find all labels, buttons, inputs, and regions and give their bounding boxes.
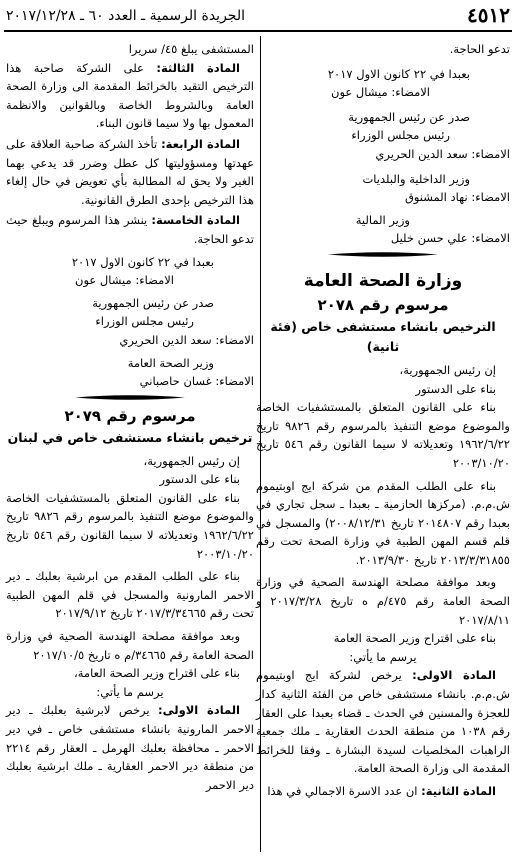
signature-line: الامضاء: ميشال عون	[331, 85, 430, 100]
article-label: المادة الاولى:	[412, 668, 496, 683]
text-line: تدعو الحاجة.	[449, 42, 510, 56]
article-4	[6, 135, 254, 209]
article-text: يرخص لشركة ايج اوبتيموم ش.م.م. بانشاء مستشفى خاص من الفئة الثانية كدار للعجزة والمسنين في الحدث ـ قضاء بعبدا على العقار رقم ١٠٣٨ من منطقة الحدث العقارية ـ ملك جمعية الراهبات المخلصيات لسيدة البشارة ـ وفقا للخرائط المقدمة الى وزارة الصحة العامة.	[256, 668, 510, 776]
paragraph: بناء على القانون المتعلق بالمستشفيات الخاصة والموضوع موضع التنفيذ بالمرسوم رقم ٩٨٢٦ تاريخ ١٩٦٢/٦/٢٢ وتعديلاته لا سيما القانون رقم ٥٤٦ تاريخ ٢٠٠٣/١٠/٢٠	[6, 490, 254, 561]
paragraph: بناء على القانون المتعلق بالمستشفيات الخاصة والموضوع موضع التنفيذ بالمرسوم رقم ٩٨٢٦ تاريخ ١٩٦٢/٦/٢٢ وتعديلاته لا سيما القانون رقم ٥٤٦ تاريخ ٢٠٠٣/١٠/٢٠	[256, 400, 510, 470]
article-2	[256, 782, 510, 801]
article-5	[6, 211, 254, 248]
role-line: وزير الداخلية والبلديات	[362, 171, 470, 186]
separator-ornament	[328, 250, 438, 259]
text-line: المستشفى يبلغ ٤٥/ سريرا	[128, 42, 254, 56]
section-title: وزارة الصحة العامة	[303, 270, 463, 291]
paragraph: بناء على الطلب المقدم من ابرشية بعلبك ـ دير الاحمر المارونية والمسجل في قلم المهن الطبية تحت رقم ٢٠١٧/٣/٣٤٦٦٥ تاريخ ٢٠١٧/٩/١٢	[6, 569, 254, 621]
decree-number: مرسوم رقم ٢٠٧٨	[317, 295, 449, 314]
paragraph: وبعد موافقة مصلحة الهندسة الصحية في وزارة الصحة العامة رقم ٤٧٥/م ه تاريخ ٢٠١٧/٣/٢٨ و ٢٠١٧/٨/١١	[256, 575, 510, 627]
role-line: وزير المالية	[355, 212, 410, 227]
page-header	[0, 0, 516, 30]
article-label: المادة الثالثة:	[156, 60, 240, 75]
article-label: المادة الاولى:	[158, 703, 240, 718]
article-text: ان عدد الاسرة الاجمالي في هذا	[267, 784, 422, 798]
date-line: بعبدا في ٢٢ كانون الاول ٢٠١٧	[327, 66, 470, 81]
article-text: ينشر هذا المرسوم ويبلغ حيث تدعو الحاجة.	[6, 213, 254, 246]
article-1	[256, 666, 510, 778]
decree-number: مرسوم رقم ٢٠٧٩	[64, 406, 196, 425]
issuer-line: صدر عن رئيس الجمهورية	[348, 109, 470, 124]
text-line: بناء على اقتراح وزير الصحة العامة،	[74, 666, 240, 681]
signature-line: الامضاء: علي حسن خليل	[390, 231, 510, 246]
date-line: بعبدا في ٢٢ كانون الاول ٢٠١٧	[71, 254, 214, 269]
article-label: المادة الثانية:	[421, 784, 496, 798]
gazette-title: الجريدة الرسمية ـ العدد ٦٠ ـ ٢٠١٧/١٢/٢٨	[6, 8, 245, 24]
role-line: رئيس مجلس الوزراء	[95, 314, 194, 329]
signature-line: الامضاء: سعد الدين الحريري	[375, 146, 510, 161]
article-1	[6, 701, 254, 794]
signature-line: الامضاء: سعد الدين الحريري	[119, 332, 254, 347]
decree-formula: يرسم ما يأتي:	[349, 649, 417, 664]
article-text: يرخص لابرشية بعلبك ـ دير الاحمر المارونية بانشاء مستشفى خاص ـ في دير الاحمر ـ محافظة بعلبك الهرمل ـ العقار رقم ٢٢١٤ من منطقة دير الاحمر العقارية ـ ملك ابرشية بعلبك دير الاحمر	[6, 703, 254, 792]
paragraph: وبعد موافقة مصلحة الهندسة الصحية في وزارة الصحة العامة رقم ٣٤٦٦٥/م ه تاريخ ٢٠١٧/١٠/٥	[6, 629, 254, 662]
issuer-line: صدر عن رئيس الجمهورية	[92, 295, 214, 310]
article-label: المادة الرابعة:	[161, 136, 240, 151]
header-rule	[4, 30, 512, 32]
role-line: رئيس مجلس الوزراء	[351, 128, 450, 143]
left-column	[6, 40, 254, 794]
decree-formula: يرسم ما يأتي:	[96, 684, 164, 699]
article-text: تأخذ الشركة صاحبة العلاقة على عهدتها ومسؤوليتها كل عطل وضرر قد يدعي بهما الغير ولا يحق له المطالبة بأي تعويض في حال إلغاء هذا الترخيص بإحدى الطرق القانونية.	[6, 136, 254, 207]
text-line: بناء على اقتراح وزير الصحة العامة	[333, 631, 496, 646]
text-line: إن رئيس الجمهورية،	[399, 362, 496, 377]
text-line: بناء على الدستور	[415, 381, 496, 396]
article-3	[6, 59, 254, 133]
page-number: ٤٥١٢	[467, 3, 510, 27]
signature-line: الامضاء: غسان حاصباني	[139, 374, 254, 389]
signature-line: الامضاء: نهاد المشنوق	[404, 190, 510, 205]
text-line: إن رئيس الجمهورية،	[143, 453, 240, 468]
article-text: على الشركة صاحبة هذا الترخيص التقيد بالخرائط المقدمة الى وزارة الصحة العامة وبالشروط الخاصة وبالقوانين والانظمة المعمول بها ولا سيما قانون البناء.	[6, 60, 254, 131]
text-line: بناء على الدستور	[159, 472, 240, 487]
separator-ornament	[75, 393, 185, 402]
paragraph: بناء على الطلب المقدم من شركة ايج اوبتيموم ش.م.م. (مركزها الحازمية ـ بعبدا ـ سجل تجاري في بعبدا رقم ٢٠١٤٨٠٧ تاريخ ٢٠٠٨/١٢/٣١) والمسجل في قلم قسم المهن الطبية في وزارة الصحة تحت رقم ٢٠١٣/٣/٣١٨٥٥ تاريخ ٢٠١٣/٩/٣٠.	[256, 478, 510, 567]
right-column	[256, 40, 510, 801]
decree-title: الترخيص بانشاء مستشفى خاص (فئة ثانية)	[270, 318, 496, 354]
decree-title: ترخيص بانشاء مستشفى خاص في لبنان	[7, 429, 253, 445]
article-label: المادة الخامسة:	[151, 213, 241, 228]
role-line: وزير الصحة العامة	[127, 355, 214, 370]
signature-line: الامضاء: ميشال عون	[75, 273, 174, 288]
